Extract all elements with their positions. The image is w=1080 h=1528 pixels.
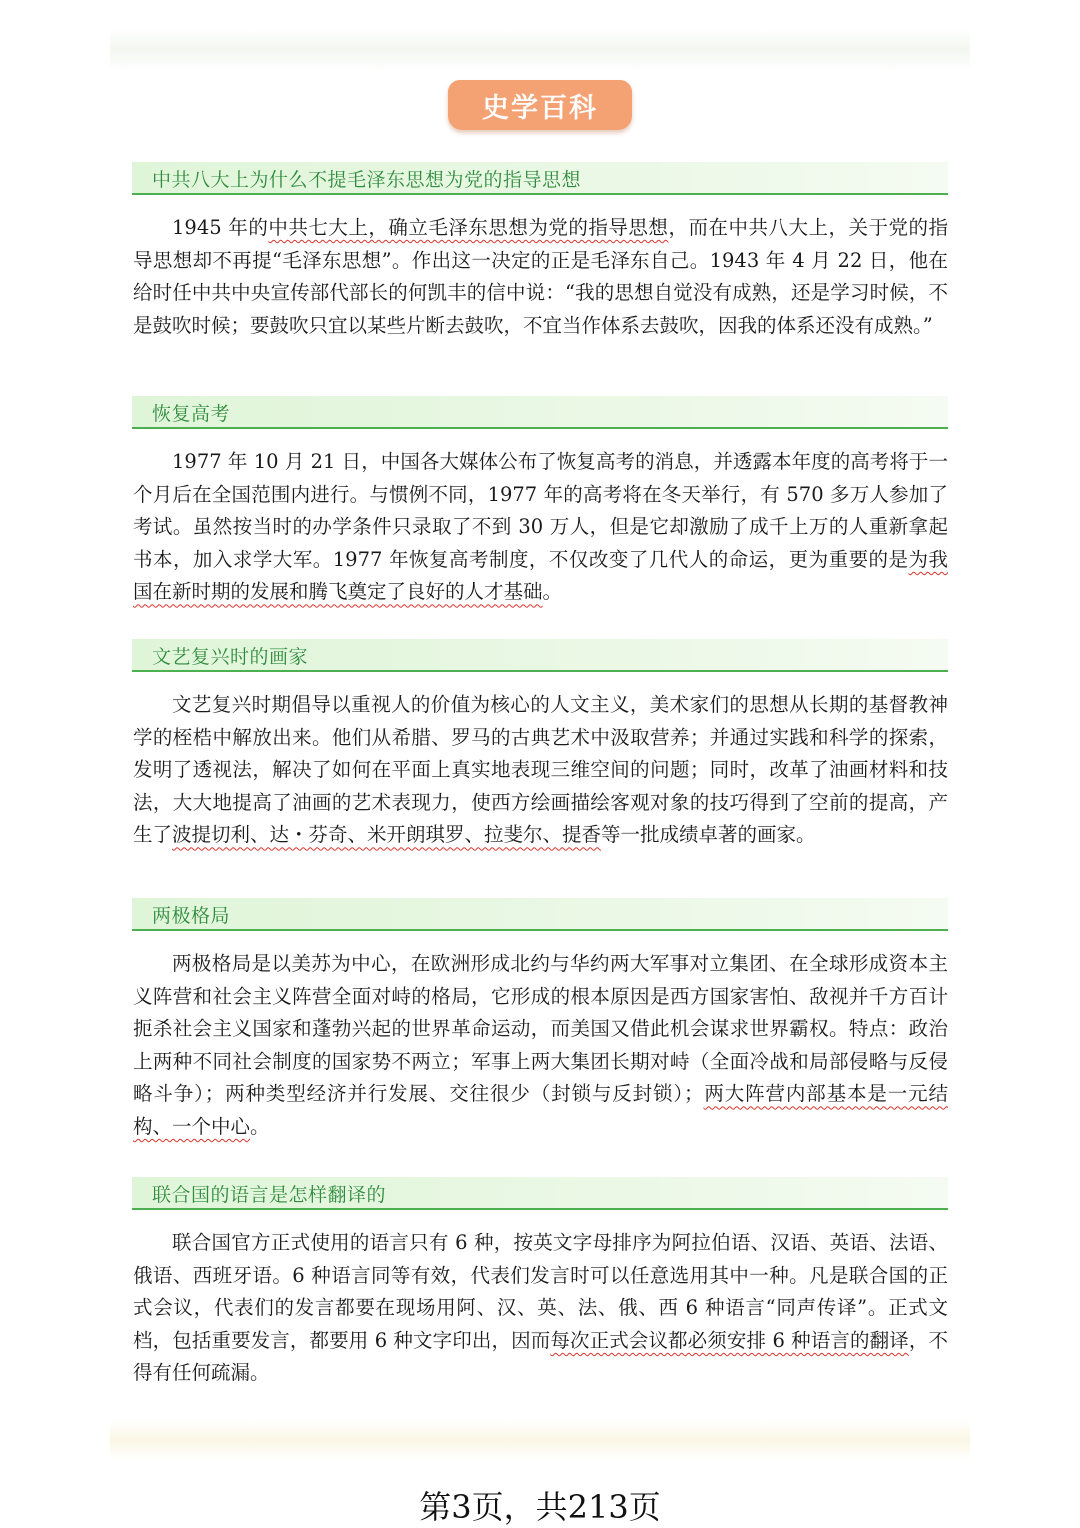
paragraph-un-languages: [133, 1227, 948, 1390]
heading-text: 两极格局: [152, 905, 231, 927]
paragraph-bipolar: [133, 948, 948, 1144]
section-banner: 史学百科: [448, 80, 632, 130]
text-run: 两极格局是以美苏为中心，在欧洲形成北约与华约两大军事对立集团、在全球形成资本主义阵营和社会主义阵营全面对峙的格局，它形成的根本原因是西方国家害怕、敌视并千方百计扼杀社会主义国家和蓬勃兴起的世界革命运动，而美国又借此机会谋求世界霸权。特点：政治上两种不同社会制度的国家势不两立；军事上两大集团长期对峙（全面冷战和局部侵略与反侵略斗争）；两种类型经济并行发展、交往很少（封锁与反封锁）；: [133, 952, 948, 1106]
paragraph-renaissance: [133, 689, 948, 852]
top-shadow: [110, 30, 970, 70]
underlined-text: 波提切利、达・芬奇、米开朗琪罗、拉斐尔、提香: [172, 823, 602, 847]
heading-text: 文艺复兴时的画家: [152, 646, 309, 668]
text-run: 。: [250, 1114, 270, 1138]
text-run: ，而在中共八大上，关于党的指导思想却不再提“毛泽东思想”。作出这一决定的正是毛泽东自己。1943 年 4 月 22 日，他在给时任中共中央宣传部代部长的何凯丰的信中说：“我的思想自觉没有成熟，还是学习时候，不是鼓吹时候；要鼓吹只宜以某些片断去鼓吹，不宜当作体系去鼓吹，因我的体系还没有成熟。”: [133, 216, 948, 337]
heading-text: 恢复高考: [152, 403, 231, 425]
bottom-shadow: [110, 1420, 970, 1460]
underlined-text: 两大阵营内部基本是一元结构、一个中心: [133, 1082, 948, 1138]
underlined-text: 为我国在新时期的发展和腾飞奠定了良好的人才基础: [133, 547, 948, 604]
underlined-text: 每次正式会议都必须安排 6 种语言的翻译: [550, 1328, 909, 1352]
text-run: 。: [542, 580, 563, 604]
text-run: 等一批成绩卓著的画家。: [601, 823, 816, 847]
section-heading-renaissance: [132, 639, 948, 672]
paragraph-ccp-8th: [133, 212, 948, 342]
text-run: 联合国官方正式使用的语言只有 6 种，按英文字母排序为阿拉伯语、汉语、英语、法语、俄语、西班牙语。6 种语言同等有效，代表们发言时可以任意选用其中一种。凡是联合国的正式会议，代表们的发言都要在现场用阿、汉、英、法、俄、西 6 种语言“同声传译”。正式文档，包括重要发言，都要用 6 种文字印出，因而: [133, 1231, 948, 1352]
section-heading-un-languages: [132, 1177, 948, 1210]
heading-text: 联合国的语言是怎样翻译的: [152, 1184, 387, 1206]
section-heading-ccp-8th: [132, 162, 948, 195]
text-run: ，不得有任何疏漏。: [133, 1328, 948, 1385]
section-heading-bipolar: [132, 898, 948, 931]
page-number: 第3页，共213页: [419, 1488, 661, 1526]
text-run: 文艺复兴时期倡导以重视人的价值为核心的人文主义，美术家们的思想从长期的基督教神学的桎梏中解放出来。他们从希腊、罗马的古典艺术中汲取营养；并通过实践和科学的探索，发明了透视法，解决了如何在平面上真实地表现三维空间的问题；同时，改革了油画材料和技法，大大地提高了油画的艺术表现力，使西方绘画描绘客观对象的技巧得到了空前的提高，产生了: [133, 693, 948, 847]
heading-text: 中共八大上为什么不提毛泽东思想为党的指导思想: [152, 169, 582, 191]
section-heading-gaokao: [132, 396, 948, 429]
text-run: 1977 年 10 月 21 日，中国各大媒体公布了恢复高考的消息，并透露本年度的高考将于一个月后在全国范围内进行。与惯例不同，1977 年的高考将在冬天举行，有 570 多万人参加了考试。虽然按当时的办学条件只录取了不到 30 万人，但是它却激励了成千上万的人重新拿起书本，加入求学大军。1977 年恢复高考制度，不仅改变了几代人的命运，更为重要的是: [133, 450, 948, 571]
paragraph-gaokao: [133, 446, 948, 609]
underlined-text: 中共七大上，确立毛泽东思想为党的指导思想: [268, 216, 669, 239]
text-run: 1945 年的: [172, 216, 269, 239]
